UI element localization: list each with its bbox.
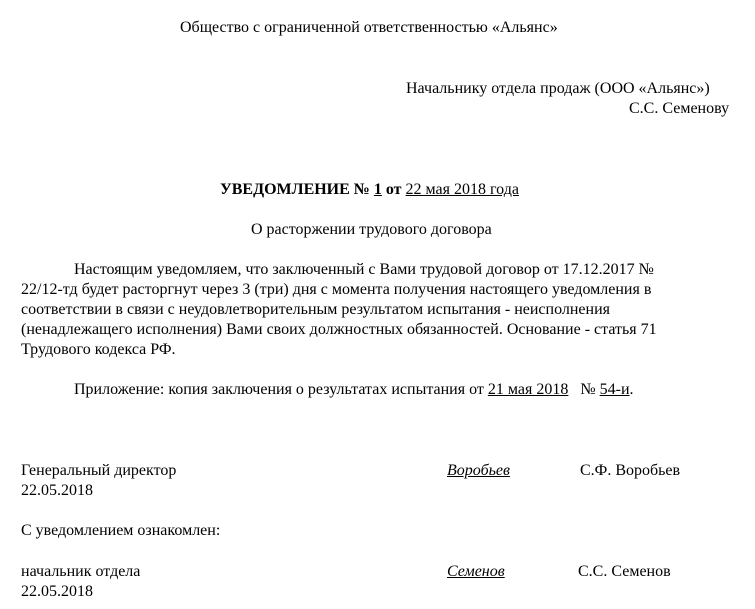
organization-name: Общество с ограниченной ответственностью «Альянс» — [180, 19, 558, 36]
attachment-line — [74, 380, 634, 400]
body-line: соответствии в связи с неудовлетворительным результатом испытания - неисполнения — [21, 301, 611, 318]
notice-number: 1 — [373, 181, 382, 198]
manager-signature: Семенов — [447, 563, 505, 580]
manager-name: С.С. Семенов — [578, 563, 671, 580]
director-name: С.Ф. Воробьев — [580, 462, 681, 479]
director-signature: Воробьев — [447, 462, 510, 479]
body-line: 22/12-тд будет расторгнут через 3 (три) дня с момента получения настоящего уведомления в — [21, 281, 652, 298]
addressee-name: С.С. Семенову — [629, 100, 730, 117]
attachment-prefix: Приложение: копия заключения о результатах испытания от — [74, 381, 488, 398]
document-title — [220, 180, 519, 200]
document-subject: О расторжении трудового договора — [251, 221, 492, 238]
body-line: (ненадлежащего исполнения) Вами своих должностных обязанностей. Основание - статья 71 — [21, 321, 657, 338]
title-prefix: УВЕДОМЛЕНИЕ № — [220, 181, 374, 198]
addressee-position: Начальнику отдела продаж (ООО «Альянс») — [406, 80, 710, 97]
manager-date: 22.05.2018 — [21, 583, 93, 600]
director-date: 22.05.2018 — [21, 482, 93, 499]
attachment-spacer: № — [568, 381, 600, 398]
attachment-date: 21 мая 2018 — [487, 381, 569, 398]
notice-date: 22 мая 2018 года — [405, 181, 519, 198]
director-title: Генеральный директор — [21, 462, 177, 479]
manager-title: начальник отдела — [21, 563, 141, 580]
body-line: Трудового кодекса РФ. — [21, 341, 176, 358]
title-from: от — [381, 181, 406, 198]
notice-body — [21, 260, 701, 360]
attachment-number: 54-и — [599, 381, 630, 398]
body-line: Настоящим уведомляем, что заключенный с Вами трудовой договор от 17.12.2017 № — [74, 261, 654, 278]
acknowledgement-label: С уведомлением ознакомлен: — [21, 522, 221, 539]
attachment-suffix: . — [629, 381, 634, 398]
